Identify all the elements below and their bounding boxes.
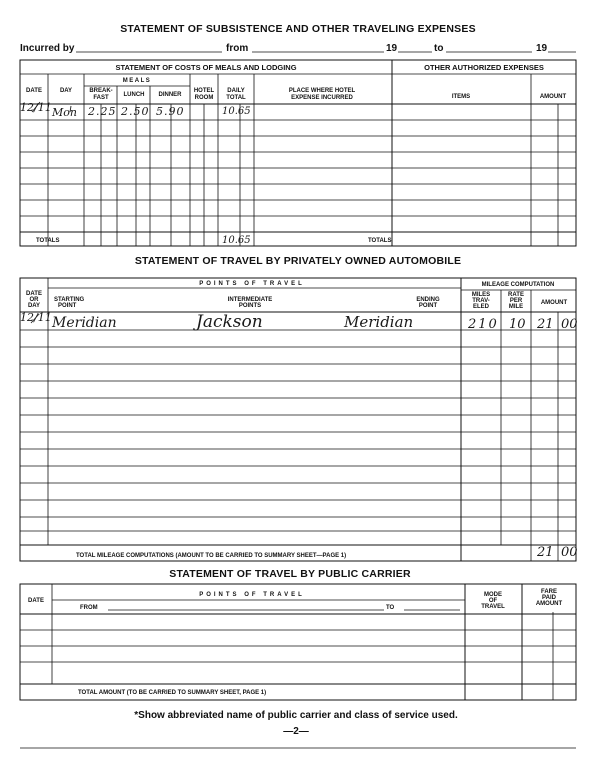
carrier-section-title: STATEMENT OF TRAVEL BY PUBLIC CARRIER	[169, 568, 411, 580]
auto-section-title: STATEMENT OF TRAVEL BY PRIVATELY OWNED AUTOMOBILE	[134, 255, 462, 267]
auto-entry-intermediate: Jackson	[196, 312, 263, 332]
entry-dinner: 5.90	[156, 105, 185, 118]
col-miles-traveled-3: ELED	[472, 304, 490, 310]
col-place: PLACE WHERE HOTEL	[288, 88, 356, 94]
to-label: to	[434, 43, 444, 54]
col-mileage-amount: AMOUNT	[540, 300, 568, 306]
meals-lodging-heading: STATEMENT OF COSTS OF MEALS AND LODGING	[115, 63, 297, 72]
daily-total-sum: 10.65	[222, 235, 251, 246]
auto-entry-miles: 210	[468, 317, 499, 332]
col-day: DAY	[59, 88, 73, 94]
col-rate-per-mile: RATE	[508, 292, 524, 298]
points-of-travel-label: POINTS OF TRAVEL	[199, 281, 305, 287]
footer-note: *Show abbreviated name of public carrier and class of service used.	[134, 710, 458, 721]
col-daily-total: DAILY	[227, 88, 245, 94]
year-label-1: 19	[386, 43, 398, 54]
auto-entry-starting: Meridian	[52, 315, 117, 331]
entry-breakfast: 2.25	[88, 105, 117, 118]
col-miles-traveled: MILES	[471, 292, 491, 298]
carrier-from-label: FROM	[80, 605, 98, 611]
meals-label: MEALS	[122, 78, 152, 84]
col-starting-point: STARTING	[54, 297, 85, 303]
col-amount: AMOUNT	[539, 94, 567, 100]
auto-entry-amount-dollars: 21	[537, 317, 554, 332]
col-intermediate-points-2: POINTS	[238, 303, 262, 309]
form-title: STATEMENT OF SUBSISTENCE AND OTHER TRAVELING EXPENSES	[120, 23, 476, 35]
carrier-col-mode-3: TRAVEL	[481, 604, 505, 610]
year-label-2: 19	[536, 43, 548, 54]
from-label: from	[226, 43, 249, 54]
auto-entry-rate: 10	[509, 317, 526, 332]
col-hotel-room-2: ROOM	[194, 95, 214, 101]
col-ending-point: ENDING	[416, 297, 440, 303]
col-dinner: DINNER	[158, 92, 182, 98]
col-date-or-day-2: OR	[29, 297, 39, 303]
auto-entry-amount-cents: 00	[561, 317, 578, 332]
col-miles-traveled-2: TRAV-	[472, 298, 490, 304]
auto-entry-ending: Meridian	[344, 313, 414, 331]
entry-day: Mon	[52, 106, 77, 119]
page-number: —2—	[283, 726, 309, 737]
col-ending-point-2: POINT	[418, 303, 438, 309]
entry-daily-total: 10.65	[222, 106, 251, 117]
carrier-col-fare-2: PAID	[542, 595, 556, 601]
col-starting-point-2: POINT	[58, 303, 77, 309]
entry-date: 12/11	[20, 101, 52, 114]
carrier-to-label: TO	[386, 605, 395, 611]
col-place-2: EXPENSE INCURRED	[291, 95, 353, 101]
col-breakfast: BREAK-	[89, 88, 113, 94]
col-daily-total-2: TOTAL	[226, 95, 246, 101]
total-mileage-label: TOTAL MILEAGE COMPUTATIONS (AMOUNT TO BE CARRIED TO SUMMARY SHEET—PAGE 1)	[76, 553, 347, 559]
col-date-or-day-3: DAY	[27, 303, 41, 309]
mileage-computation-heading: MILEAGE COMPUTATION	[481, 282, 555, 288]
incurred-by-label: Incurred by	[20, 43, 75, 54]
other-expenses-heading: OTHER AUTHORIZED EXPENSES	[424, 63, 544, 72]
col-rate-per-mile-2: PER	[509, 298, 523, 304]
carrier-col-mode-2: OF	[488, 598, 498, 604]
totals-label-other: TOTALS	[368, 238, 392, 244]
col-date: DATE	[26, 88, 42, 94]
carrier-col-fare-3: AMOUNT	[535, 601, 563, 607]
carrier-total-label: TOTAL AMOUNT (TO BE CARRIED TO SUMMARY SHEET, PAGE 1)	[78, 690, 267, 696]
col-date-or-day: DATE	[26, 291, 42, 297]
carrier-col-mode: MODE	[484, 592, 502, 598]
col-lunch: LUNCH	[123, 92, 145, 98]
col-intermediate-points: INTERMEDIATE	[227, 297, 273, 303]
col-hotel-room: HOTEL	[193, 88, 215, 94]
col-items: ITEMS	[451, 94, 471, 100]
totals-label-meals: TOTALS	[36, 238, 60, 244]
col-breakfast-2: FAST	[93, 95, 109, 101]
total-mileage-cents: 00	[561, 545, 578, 560]
carrier-col-fare: FARE	[540, 589, 558, 595]
auto-entry-date: 12/11	[20, 311, 52, 324]
carrier-col-date: DATE	[28, 598, 44, 604]
carrier-points-label: POINTS OF TRAVEL	[199, 592, 305, 598]
total-mileage-dollars: 21	[537, 545, 554, 560]
col-rate-per-mile-3: MILE	[508, 304, 524, 310]
entry-lunch: 2.50	[121, 105, 150, 118]
